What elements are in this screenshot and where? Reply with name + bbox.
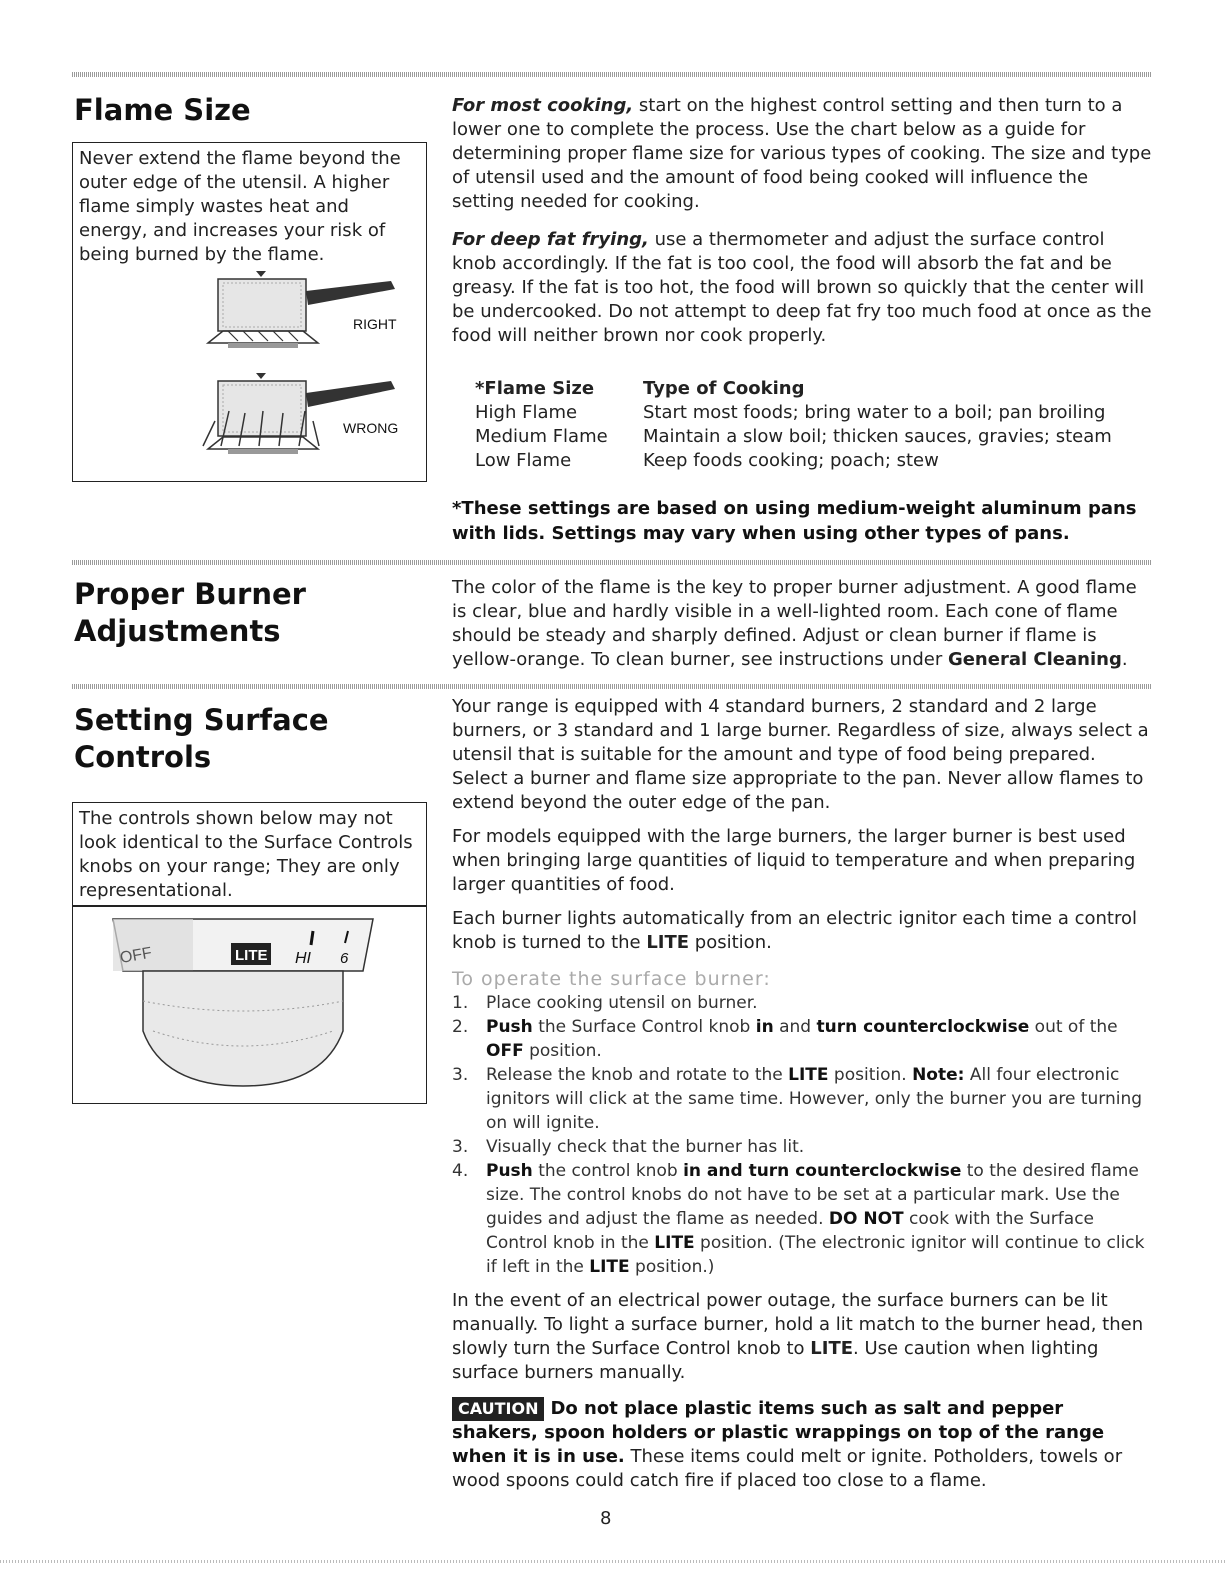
heading-line-1: Setting Surface <box>74 703 329 737</box>
list-item <box>452 1015 1152 1063</box>
table-row <box>475 401 1112 425</box>
burner-adjustments-body <box>452 576 1152 672</box>
page-number: 8 <box>600 1508 612 1529</box>
knob-6-label: 6 <box>340 950 349 967</box>
lead-deep-fat-frying: For deep fat frying, <box>452 229 649 250</box>
section-rule <box>72 684 1152 689</box>
table-header-row <box>475 377 1112 401</box>
caution-bold-text: Do not place plastic items such as salt and pepper shakers, spoon holders or plastic wrappings on top of the range when it is in use. <box>452 1398 1105 1467</box>
outage-text: In the event of an electrical power outage, the surface burners can be lit manually. To light a surface burner, hold a lit match to the burner head, then slowly turn the Surface Control knob to <box>452 1290 1144 1359</box>
step-text: Place cooking utensil on burner. <box>486 993 758 1013</box>
caution-badge: CAUTION <box>452 1397 544 1421</box>
table-row <box>475 449 1112 473</box>
flame-size-footnote: *These settings are based on using medium-weight aluminum pans with lids. Settings may vary when using other types of pans. <box>452 498 1137 544</box>
paragraph-large-burners: For models equipped with the large burners, the larger burner is best used when bringing large quantities of liquid to temperature and when preparing larger quantities of food. <box>452 826 1136 895</box>
text-most-cooking: start on the highest control setting and then turn to a lower one to complete the process. Use the chart below as a guide for determining proper flame size for various types of cooking. The size and type of utensil used and the amount of food being cooked will influence the setting needed for cooking. <box>452 95 1152 212</box>
section-heading-flame-size: Flame Size <box>74 93 251 127</box>
table-cell-size: Medium Flame <box>475 426 608 447</box>
paragraph-burners-equipped: Your range is equipped with 4 standard burners, 2 standard and 2 large burners, or 3 standard and 1 large burner. Regardless of size, always select a utensil that is suitable for the amount and type of food being prepared. Select a burner and flame size appropriate to the pan. Never allow flames to extend beyond the outer edge of the pan. <box>452 696 1149 813</box>
flame-illustration <box>73 261 423 476</box>
knob-off-label: OFF <box>118 944 154 967</box>
outage-text-end: . Use caution when lighting surface burners manually. <box>452 1338 1099 1383</box>
heading-line-1: Proper Burner <box>74 577 306 611</box>
step-number: 3. <box>452 1065 469 1085</box>
heading-line-2: Adjustments <box>74 614 281 648</box>
step-text: Visually check that the burner has lit. <box>486 1137 805 1157</box>
knob-hi-label: HI <box>295 950 311 967</box>
heading-line-2: Controls <box>74 740 212 774</box>
step-text: Push the control knob in and turn counterclockwise to the desired flame size. The control knobs do not have to be set at a particular mark. Use the guides and adjust the flame as needed. DO NOT cook with the Surface Control knob in the LITE position. (The electronic ignitor will continue to click if left in the LITE position.) <box>486 1161 1145 1277</box>
table-cell-type: Maintain a slow boil; thicken sauces, gravies; steam <box>643 426 1112 447</box>
burner-text: The color of the flame is the key to proper burner adjustment. A good flame is clear, blue and hardly visible in a well-lighted room. Each cone of flame should be steady and sharply defined. Adjust or clean burner if flame is yellow-orange. To clean burner, see instructions under <box>452 577 1137 670</box>
label-right: RIGHT <box>353 316 397 332</box>
step-number: 2. <box>452 1017 469 1037</box>
control-knob-illustration <box>73 911 423 1101</box>
surface-controls-note: The controls shown below may not look identical to the Surface Controls knobs on your range; They are only representational. <box>79 808 413 901</box>
paragraph-deep-fat-frying <box>452 228 1152 348</box>
paragraph-ignitor <box>452 907 1152 955</box>
table-cell-size: Low Flame <box>475 450 572 471</box>
list-item <box>452 1135 1152 1159</box>
flame-size-note: Never extend the flame beyond the outer edge of the utensil. A higher flame simply wastes heat and energy, and increases your risk of being burned by the flame. <box>79 148 401 265</box>
table-header-type: Type of Cooking <box>643 378 805 399</box>
lite-ref: LITE <box>646 932 690 953</box>
flame-size-body <box>452 94 1152 348</box>
flame-size-table <box>475 377 1112 473</box>
list-item <box>452 1159 1152 1279</box>
section-rule <box>72 560 1152 565</box>
table-cell-size: High Flame <box>475 402 578 423</box>
operate-steps-list <box>452 991 1152 1279</box>
table-cell-type: Keep foods cooking; poach; stew <box>643 450 939 471</box>
table-cell-type: Start most foods; bring water to a boil; pan broiling <box>643 402 1106 423</box>
paragraph-caution <box>452 1397 1152 1493</box>
bottom-edge <box>0 1560 1225 1563</box>
note-divider <box>73 905 426 907</box>
paragraph-power-outage <box>452 1289 1152 1385</box>
operate-burner-subheading: To operate the surface burner: <box>452 968 771 990</box>
lite-ref: LITE <box>810 1338 854 1359</box>
ignitor-text: Each burner lights automatically from an electric ignitor each time a control knob is turned to the <box>452 908 1137 953</box>
section-heading-surface-controls <box>74 702 329 776</box>
step-number: 1. <box>452 993 469 1013</box>
list-item <box>452 1063 1152 1135</box>
step-text: Release the knob and rotate to the LITE position. Note: All four electronic ignitors will click at the same time. However, only the burner you are turning on will ignite. <box>486 1065 1143 1133</box>
table-row <box>475 425 1112 449</box>
burner-text-end: . <box>1121 649 1128 670</box>
step-text: Push the Surface Control knob in and turn counterclockwise out of the OFF position. <box>486 1017 1118 1061</box>
surface-controls-body <box>452 695 1152 1493</box>
section-heading-burner-adjustments <box>74 576 306 650</box>
paragraph-most-cooking <box>452 94 1152 214</box>
surface-controls-note-box <box>72 802 427 1104</box>
text-deep-fat-frying: use a thermometer and adjust the surface control knob accordingly. If the fat is too cool, the food will absorb the fat and be greasy. If the fat is too hot, the food will brown so quickly that the center will be undercooked. Do not attempt to deep fat fry too much food at once as the food will neither brown nor cook properly. <box>452 229 1152 346</box>
knob-lite-label: LITE <box>235 947 268 964</box>
flame-size-note-box <box>72 142 427 482</box>
label-wrong: WRONG <box>343 420 399 436</box>
caution-text: These items could melt or ignite. Potholders, towels or wood spoons could catch fire if placed too close to a flame. <box>452 1446 1123 1491</box>
top-rule <box>72 72 1152 77</box>
lead-most-cooking: For most cooking, <box>452 95 634 116</box>
wrong-pot-illustration <box>203 373 398 454</box>
list-item <box>452 991 1152 1015</box>
right-pot-illustration <box>208 271 397 348</box>
step-number: 4. <box>452 1161 469 1181</box>
general-cleaning-ref: General Cleaning <box>947 649 1122 670</box>
step-number: 3. <box>452 1137 469 1157</box>
table-header-size: *Flame Size <box>475 378 595 399</box>
paragraph-burner-adjustment <box>452 576 1152 672</box>
ignitor-text-end: position. <box>689 932 772 953</box>
